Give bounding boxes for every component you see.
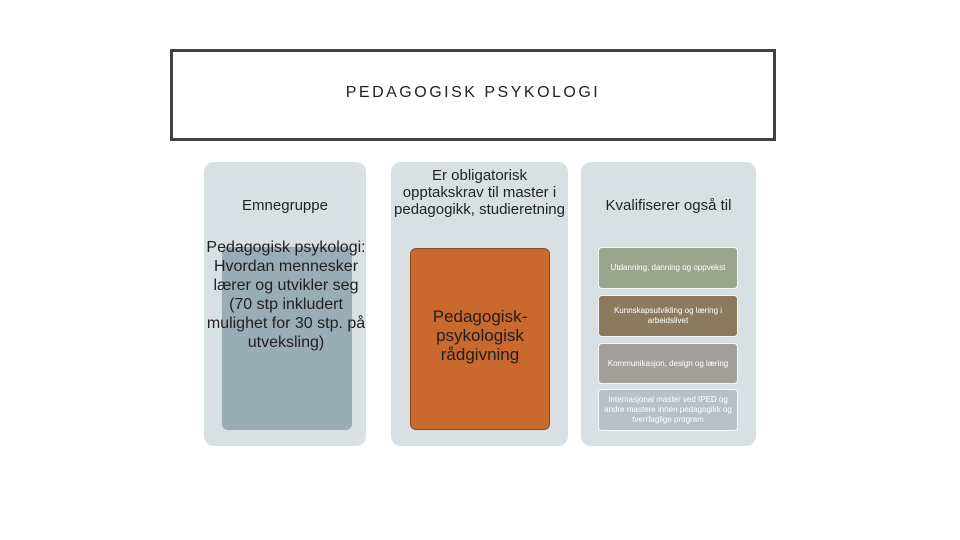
qualification-item-kommunikasjon: Kommunikasjon, design og læring <box>598 343 738 384</box>
column-heading-kvalifiserer: Kvalifiserer også til <box>605 197 732 214</box>
card-pedagogisk-psykologi-text: Pedagogisk psykologi: Hvordan mennesker lærer og utvikler seg (70 stp inkludert mulighet for 30 stp. på utveksling) <box>206 239 366 351</box>
qualification-item-utdanning: Utdanning, danning og oppvekst <box>598 247 738 289</box>
title-box <box>170 49 776 141</box>
qualification-item-kunnskapsutvikling: Kunnskapsutvikling og læring i arbeidslivet <box>598 295 738 337</box>
card-rådgivning-text: Pedagogisk-psykologisk rådgivning <box>432 307 528 364</box>
slide-title: PEDAGOGISK PSYKOLOGI <box>345 84 601 101</box>
column-heading-opptakskrav: Er obligatorisk opptakskrav til master i pedagogikk, studieretning <box>394 167 565 218</box>
qualification-item-internasjonal: Internasjonal master ved IPED og andre mastere innen pedagogikk og tverrfaglige program <box>598 389 738 431</box>
column-heading-emnegruppe: Emnegruppe <box>242 197 328 214</box>
